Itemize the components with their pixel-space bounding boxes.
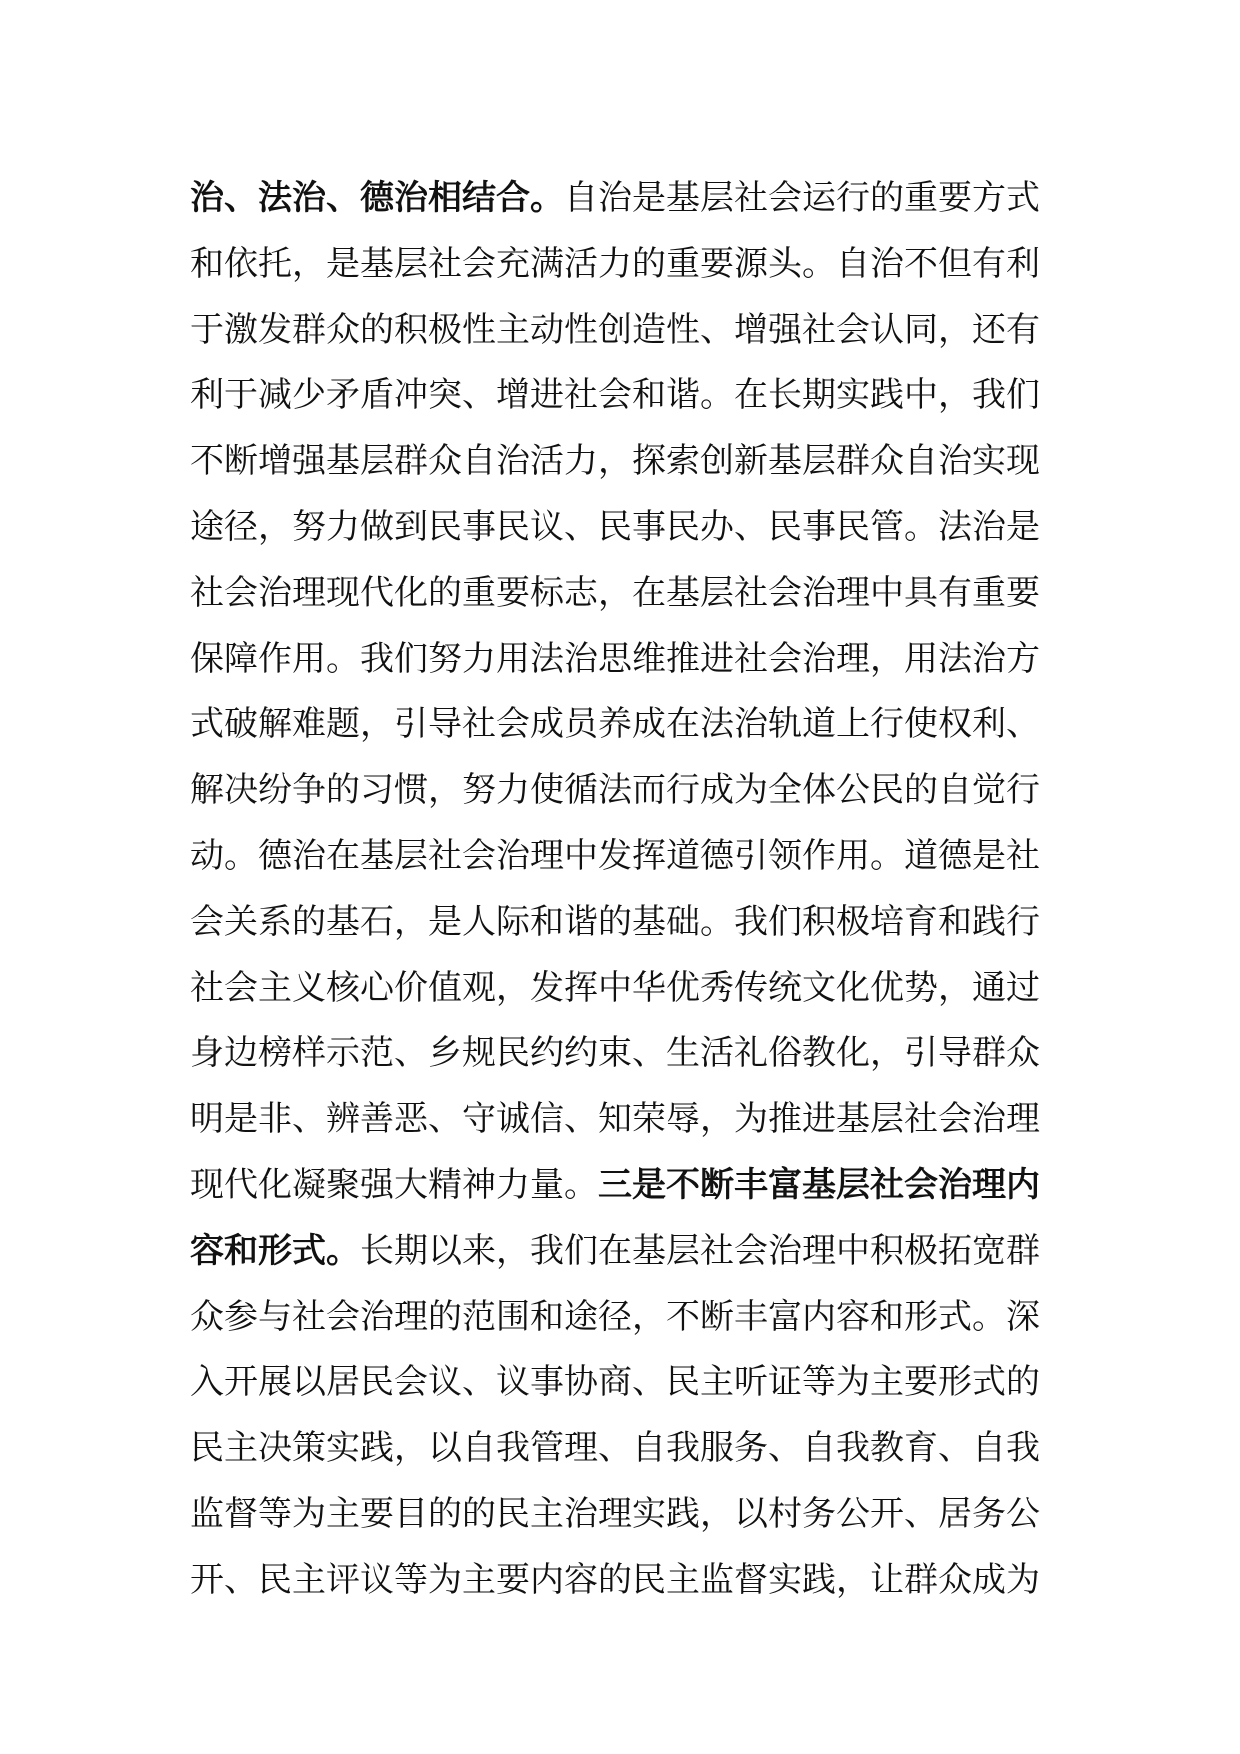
- body-text: [190, 166, 1070, 1614]
- text-line: [190, 166, 1070, 232]
- text-segment: 现代化凝聚强大精神力量。: [190, 1164, 598, 1205]
- text-line: [190, 363, 1070, 429]
- text-segment: 保障作用。我们努力用法治思维推进社会治理，用法治方: [190, 638, 1040, 679]
- text-line: [190, 1548, 1070, 1614]
- text-segment: 会关系的基石，是人际和谐的基础。我们积极培育和践行: [190, 901, 1040, 942]
- text-segment: 社会主义核心价值观，发挥中华优秀传统文化优势，通过: [190, 967, 1040, 1008]
- text-line: [190, 890, 1070, 956]
- text-line: [190, 627, 1070, 693]
- text-line: [190, 1285, 1070, 1351]
- bold-text-segment: 三是不断丰富基层社会治理内: [598, 1164, 1040, 1205]
- text-segment: 不断增强基层群众自治活力，探索创新基层群众自治实现: [190, 441, 1040, 482]
- text-segment: 监督等为主要目的的民主治理实践，以村务公开、居务公: [190, 1493, 1040, 1534]
- text-segment: 入开展以居民会议、议事协商、民主听证等为主要形式的: [190, 1362, 1040, 1403]
- text-segment: 解决纷争的习惯，努力使循法而行成为全体公民的自觉行: [190, 770, 1040, 811]
- text-line: [190, 1482, 1070, 1548]
- text-line: [190, 495, 1070, 561]
- text-line: [190, 1021, 1070, 1087]
- text-line: [190, 1087, 1070, 1153]
- text-line: [190, 1153, 1070, 1219]
- text-segment: 式破解难题，引导社会成员养成在法治轨道上行使权利、: [190, 704, 1040, 745]
- text-segment: 于激发群众的积极性主动性创造性、增强社会认同，还有: [190, 309, 1040, 350]
- bold-text-segment: 治、法治、德治相结合。: [190, 178, 564, 218]
- text-line: [190, 298, 1070, 364]
- text-segment: 和依托，是基层社会充满活力的重要源头。自治不但有利: [190, 243, 1040, 284]
- text-segment: 众参与社会治理的范围和途径，不断丰富内容和形式。深: [190, 1296, 1040, 1337]
- text-segment: 长期以来，我们在基层社会治理中积极拓宽群: [360, 1230, 1040, 1271]
- bold-text-segment: 容和形式。: [190, 1230, 360, 1271]
- text-line: [190, 1350, 1070, 1416]
- text-segment: 民主决策实践，以自我管理、自我服务、自我教育、自我: [190, 1428, 1040, 1469]
- text-segment: 开、民主评议等为主要内容的民主监督实践，让群众成为: [190, 1559, 1040, 1600]
- text-segment: 动。德治在基层社会治理中发挥道德引领作用。道德是社: [190, 835, 1040, 876]
- text-line: [190, 1219, 1070, 1285]
- text-segment: 途径，努力做到民事民议、民事民办、民事民管。法治是: [190, 506, 1040, 547]
- text-line: [190, 956, 1070, 1022]
- text-segment: 利于减少矛盾冲突、增进社会和谐。在长期实践中，我们: [190, 375, 1040, 416]
- text-line: [190, 758, 1070, 824]
- text-segment: 自治是基层社会运行的重要方式: [564, 178, 1040, 218]
- text-line: [190, 824, 1070, 890]
- text-segment: 身边榜样示范、乡规民约约束、生活礼俗教化，引导群众: [190, 1033, 1040, 1074]
- text-line: [190, 232, 1070, 298]
- text-line: [190, 692, 1070, 758]
- text-line: [190, 561, 1070, 627]
- text-line: [190, 1416, 1070, 1482]
- text-line: [190, 429, 1070, 495]
- text-segment: 社会治理现代化的重要标志，在基层社会治理中具有重要: [190, 572, 1040, 613]
- text-segment: 明是非、辨善恶、守诚信、知荣辱，为推进基层社会治理: [190, 1099, 1040, 1140]
